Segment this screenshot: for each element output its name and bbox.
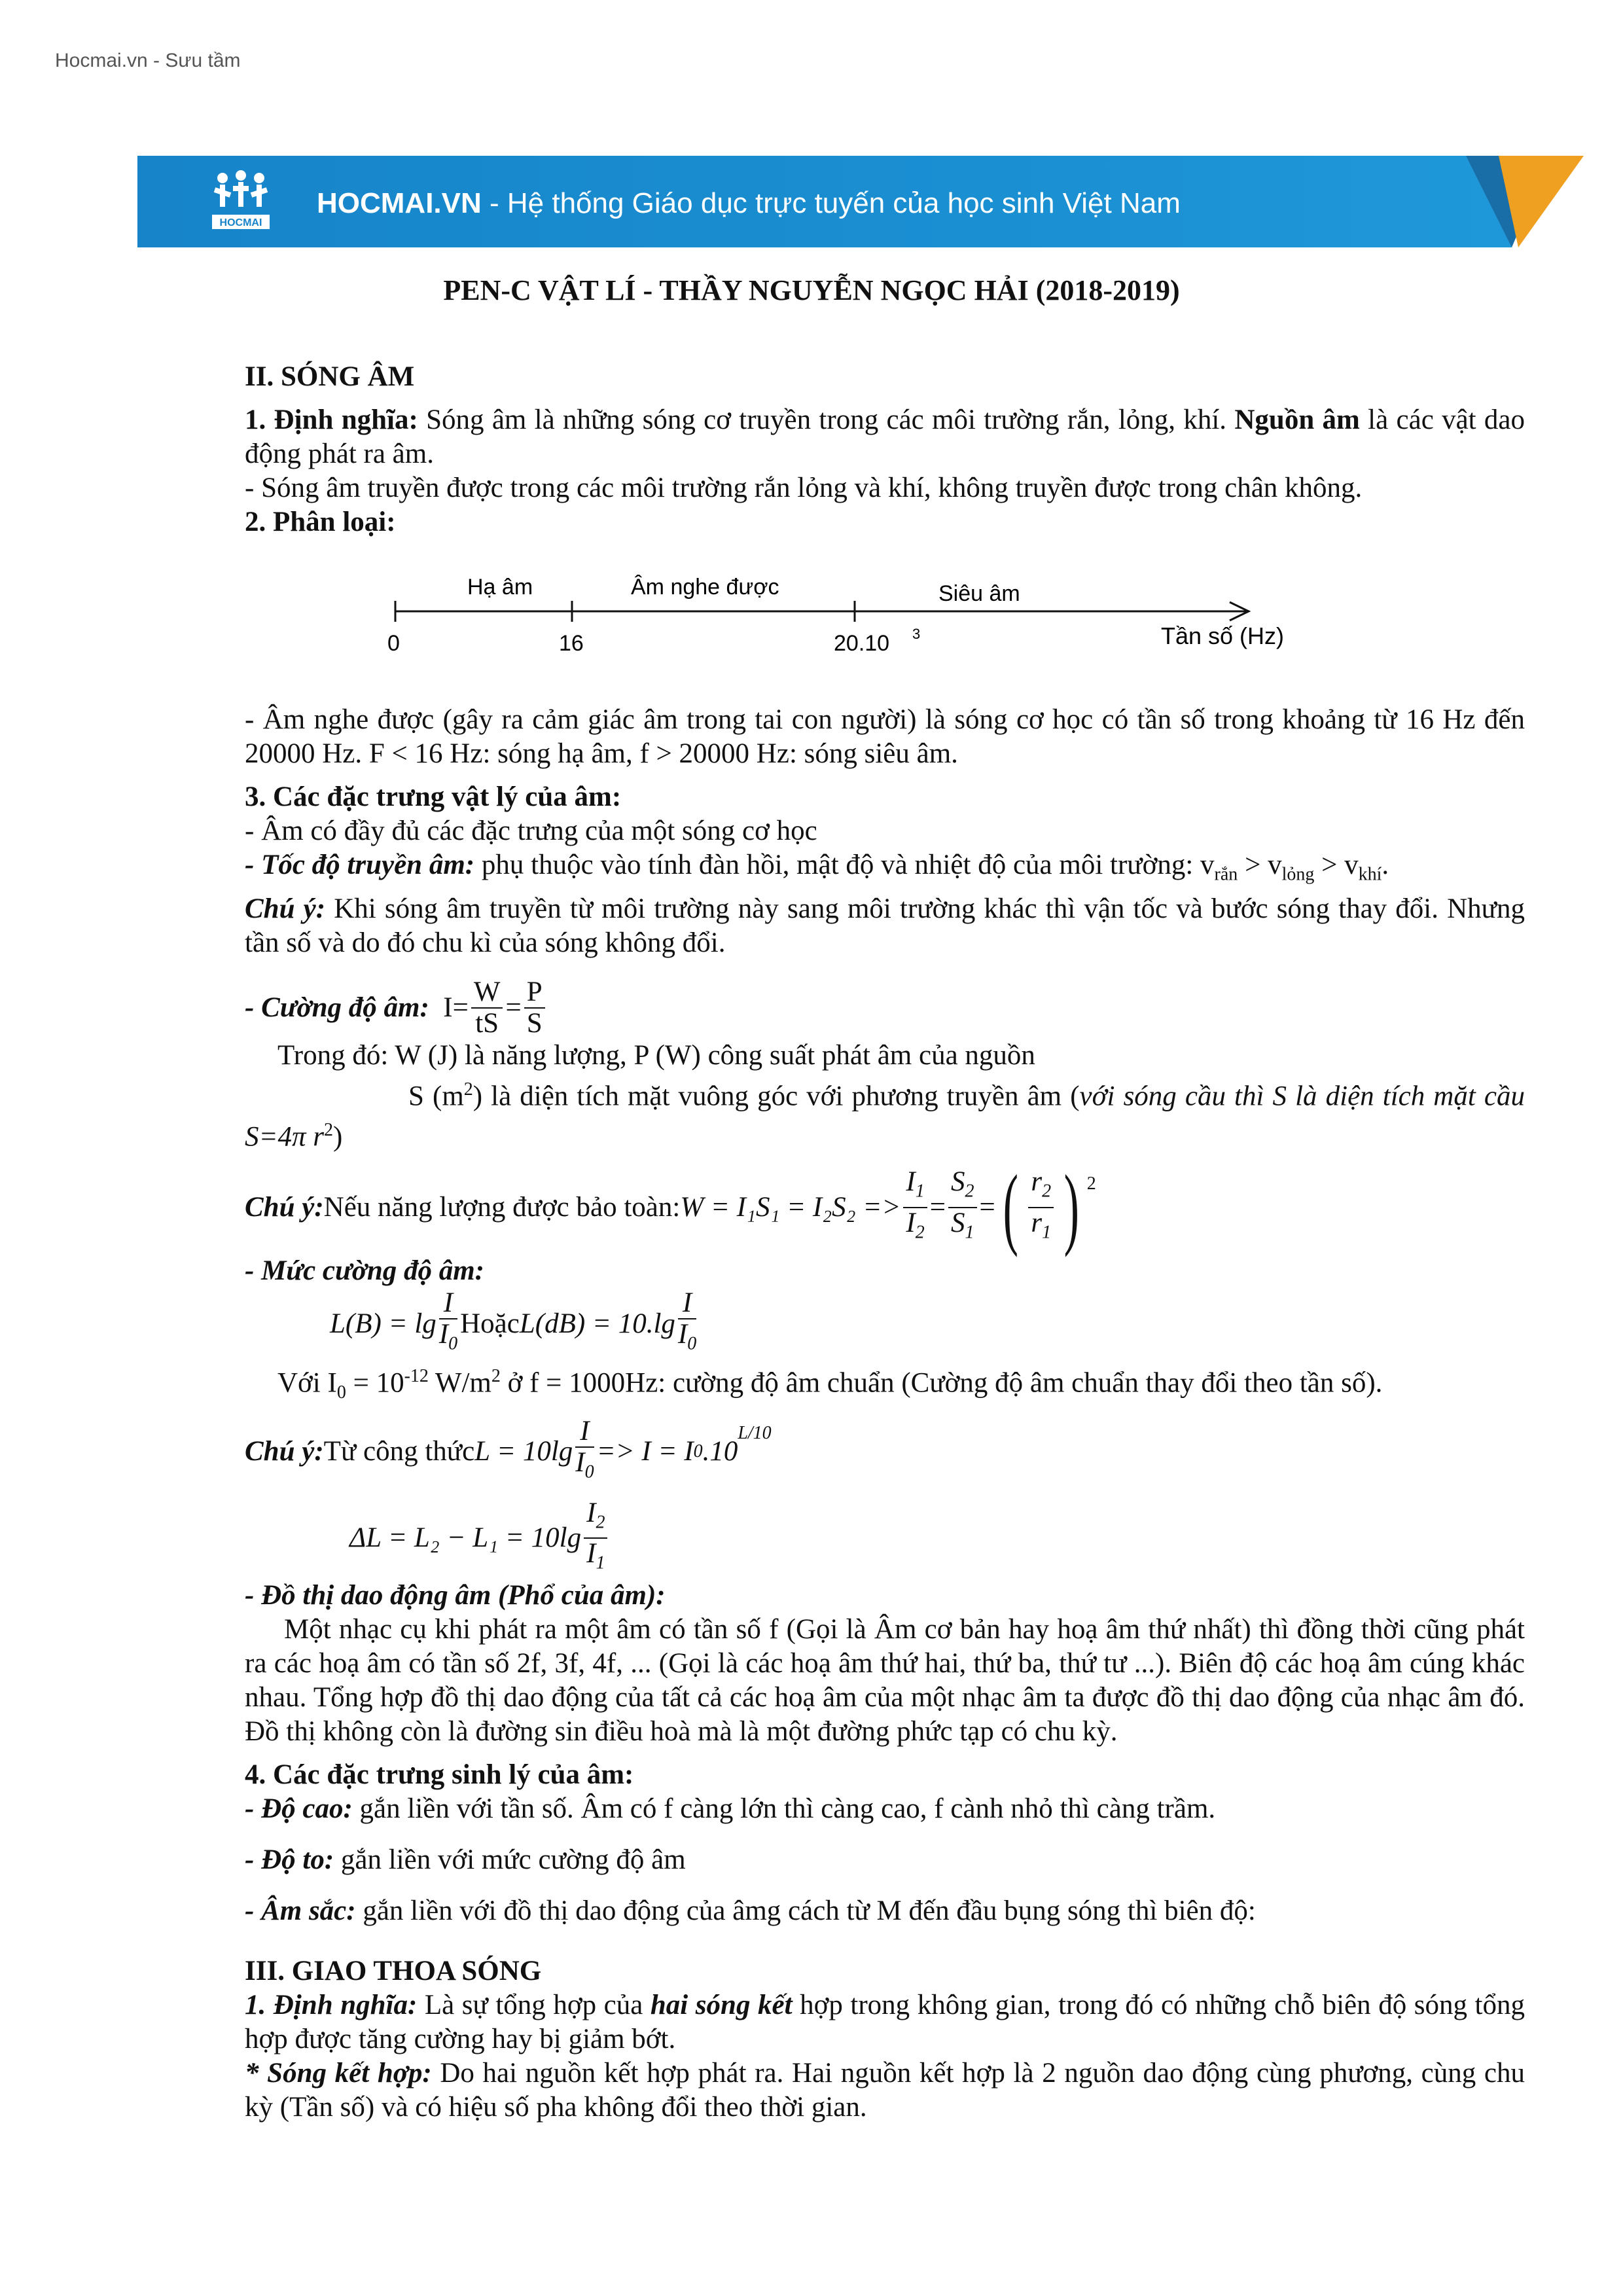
- energy-conservation-formula: Chú ý: Nếu năng lượng được bảo toàn: W = I₁S₁ = I₂S₂ => $\frac{I_1}{I_2}$ = $\frac{S_2}{S_1}$ = ( $\frac{r_2}{r_1}$ ) $^2$: [245, 1156, 1096, 1258]
- definition-paragraph: [245, 403, 1525, 471]
- label-ha-am: Hạ âm: [467, 575, 533, 600]
- note2-equation: W = I₁S₁ = I₂S₂ =>: [680, 1191, 901, 1223]
- fraction-w-ts: $\frac{W}{tS}$: [471, 977, 503, 1039]
- label-am-nghe-duoc: Âm nghe được: [631, 575, 779, 600]
- sub-khi: khí: [1358, 864, 1382, 885]
- note3-equation-a: L = 10lg: [474, 1436, 573, 1467]
- level-or: Hoặc: [460, 1308, 520, 1339]
- level-bel: L(B) = lg: [330, 1308, 437, 1339]
- inverse-level-formula: Chú ý: Từ công thức L = 10lg $\frac{I}{I_0}$ => I = I 0 .10 $^{L/10}$: [245, 1416, 1525, 1488]
- sound-graph-heading: - Đồ thị dao động âm (Phổ của âm):: [245, 1579, 666, 1611]
- definition-text: Sóng âm là những sóng cơ truyền trong các môi trường rắn, lỏng, khí.: [418, 404, 1235, 435]
- note3-equation-b: => I = I: [596, 1436, 694, 1467]
- logo-text: HOCMAI: [219, 217, 262, 228]
- banner-brand: HOCMAI.VN: [317, 187, 482, 219]
- tick-label-20000: 20.10: [834, 631, 890, 656]
- fraction-r2-r1: $\frac{r_2}{r_1}$: [1028, 1167, 1054, 1247]
- physical-features-heading: 3. Các đặc trưng vật lý của âm:: [245, 781, 622, 812]
- note3-equation-c: .10: [702, 1436, 738, 1467]
- section-3-heading: III. GIAO THOA SÓNG: [245, 1955, 542, 1986]
- tick-label-0: 0: [387, 631, 400, 656]
- banner-title: [317, 187, 1181, 220]
- tick-label-16: 16: [559, 631, 584, 656]
- speed-text: phụ thuộc vào tính đàn hồi, mật độ và nhiệt độ của môi trường: v: [474, 850, 1215, 880]
- fraction-i-i0-note: $\frac{I}{I_0}$: [575, 1415, 594, 1482]
- fraction-i1-i2: $\frac{I_1}{I_2}$: [903, 1167, 927, 1247]
- fraction-i-i0-db: $\frac{I}{I_0}$: [677, 1287, 697, 1355]
- note-label: Chú ý:: [245, 893, 326, 924]
- physiological-heading: 4. Các đặc trưng sinh lý của âm:: [245, 1759, 634, 1790]
- definition-label: 1. Định nghĩa:: [245, 404, 418, 435]
- sound-graph-paragraph: Một nhạc cụ khi phát ra một âm có tần số f (Gọi là Âm cơ bản hay hoạ âm thứ nhất) thì đồng thời cũng phát ra các hoạ âm có tần số 2f, 3f, 4f, ... (Gọi là các hoạ âm thứ hai, thứ ba, thứ tư ...). Biên độ các hoạ âm cúng khác nhau. Tổng hợp đồ thị dao động của tất cả các hoạ âm của một nhạc âm ta được đồ thị dao động của nhạc âm đó. Đồ thị không còn là đường sin điều hoà mà là một đường phức tạp có chu kỳ.: [245, 1613, 1525, 1747]
- fraction-i2-i1: $\frac{I_2}{I_1}$: [584, 1498, 607, 1579]
- classification-heading: 2. Phân loại:: [245, 507, 396, 537]
- axis-title: Tần số (Hz): [1161, 622, 1285, 649]
- note-paragraph: [245, 892, 1525, 960]
- reference-intensity-line: Với $I_0 = 10^{-12}$ $W/m^2$ ở f = 1000Hz: cường độ âm chuẩn (Cường độ âm chuẩn thay đổi theo tần số).: [277, 1366, 1383, 1403]
- frequency-axis-diagram: [245, 539, 1525, 703]
- pitch-line: - Độ cao: gắn liền với tần số. Âm có f càng lớn thì càng cao, f cành nhỏ thì càng trầm.: [245, 1793, 1216, 1824]
- speed-label: - Tốc độ truyền âm:: [245, 850, 475, 880]
- note2-label: Chú ý:: [245, 1191, 324, 1223]
- banner-tagline: - Hệ thống Giáo dục trực tuyến của học sinh Việt Nam: [481, 187, 1181, 219]
- document-body: [245, 360, 1525, 2125]
- document-title: PEN-C VẬT LÍ - THẦY NGUYỄN NGỌC HẢI (2018-2019): [443, 274, 1180, 306]
- section-2-heading: II. SÓNG ÂM: [245, 361, 415, 392]
- loudness-line: - Độ to: gắn liền với mức cường độ âm: [245, 1844, 686, 1875]
- physical-feature-1: - Âm có đầy đủ các đặc trưng của một sóng cơ học: [245, 816, 817, 846]
- note2-text: Nếu năng lượng được bảo toàn:: [323, 1191, 681, 1223]
- sound-level-formula: [245, 1288, 1525, 1359]
- label-sieu-am: Siêu âm: [938, 581, 1020, 606]
- sub-long: lỏng: [1281, 864, 1315, 885]
- tick-label-20000-exp: 3: [912, 626, 921, 642]
- intensity-label: - Cường độ âm:: [245, 992, 429, 1023]
- fraction-s2-s1: $\frac{S_2}{S_1}$: [948, 1167, 977, 1247]
- sound-level-heading: - Mức cường độ âm:: [245, 1255, 485, 1287]
- fraction-i-i0: $\frac{I}{I_0}$: [438, 1287, 458, 1355]
- hocmai-logo-icon: [208, 169, 274, 234]
- intensity-symbol: I=: [443, 992, 469, 1023]
- sub-ran: rắn: [1214, 864, 1238, 885]
- speed-line: - Tốc độ truyền âm: phụ thuộc vào tính đàn hồi, mật độ và nhiệt độ của môi trường: $v_{rắn} > v_{lỏng} > v_{khí}$.: [245, 850, 1389, 885]
- level-difference-formula: [245, 1498, 1525, 1579]
- hearing-paragraph: - Âm nghe được (gây ra cảm giác âm trong tai con người) là sóng cơ học có tần số trong khoảng từ 16 Hz đến 20000 Hz. F < 16 Hz: sóng hạ âm, f > 20000 Hz: sóng siêu âm.: [245, 704, 1525, 769]
- coherent-waves: * Sóng kết hợp: Do hai nguồn kết hợp phát ra. Hai nguồn kết hợp là 2 nguồn dao động cùng phương, cùng chu kỳ (Tần số) và có hiệu số pha không đổi theo thời gian.: [245, 2057, 1525, 2123]
- source-note: Hocmai.vn - Sưu tầm: [55, 50, 241, 71]
- level-decibel: L(dB) = 10.lg: [519, 1308, 675, 1339]
- delta-level-equation: ΔL = L₂ − L₁ = 10lg: [349, 1522, 582, 1554]
- where-line-2: S $(m^2)$ là diện tích mặt vuông góc với phương truyền âm (với sóng cầu thì S là diện tích mặt cầu S=4π $r^2$): [245, 1079, 1525, 1153]
- interference-definition: 1. Định nghĩa: Là sự tổng hợp của hai sóng kết hợp trong không gian, trong đó có những chỗ biên độ sóng tổng hợp được tăng cường hay bị giảm bớt.: [245, 1989, 1525, 2054]
- fraction-p-s: $\frac{P}{S}$: [524, 977, 545, 1039]
- note-text: Khi sóng âm truyền từ môi trường này sang môi trường khác thì vận tốc và bước sóng thay đổi. Nhưng tần số và do đó chu kì của sóng không đổi.: [245, 893, 1525, 958]
- note3-label: Chú ý:: [245, 1436, 324, 1467]
- source-term: Nguồn âm: [1234, 404, 1360, 435]
- propagation-line: - Sóng âm truyền được trong các môi trường rắn lỏng và khí, không truyền được trong chân không.: [245, 473, 1363, 503]
- banner-accent: [1499, 156, 1584, 247]
- where-line-1: Trong đó: W (J) là năng lượng, P (W) công suất phát âm của nguồn: [277, 1039, 1035, 1071]
- intensity-formula: - Cường độ âm: I= $\frac{W}{tS}$ = $\frac{P}{S}$: [245, 977, 1525, 1039]
- note3-text: Từ công thức: [323, 1436, 475, 1467]
- definition-text-2: là các vật dao động phát ra âm.: [245, 404, 1525, 469]
- note3-exponent: L/10: [738, 1422, 772, 1443]
- timbre-line: - Âm sắc: gắn liền với đồ thị dao động của âmg cách từ M đến đầu bụng sóng thì biên độ:: [245, 1895, 1256, 1926]
